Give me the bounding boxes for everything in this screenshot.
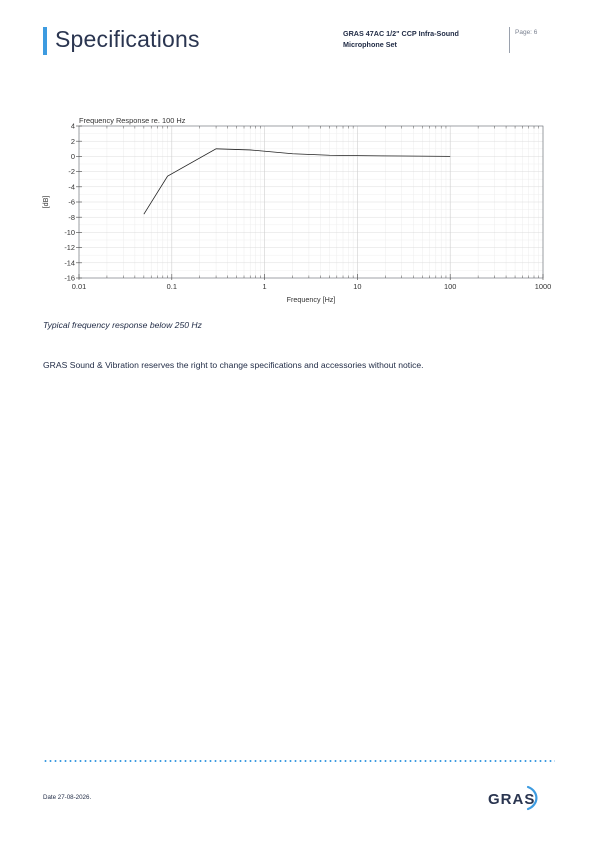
y-tick-label: -10 (64, 228, 75, 237)
chart-grid (79, 126, 543, 278)
title-accent-bar (43, 27, 47, 55)
logo-text: GRAS (488, 791, 536, 808)
y-tick-label: 0 (70, 152, 75, 161)
y-tick-label: -4 (68, 182, 75, 192)
frequency-response-chart (36, 112, 558, 312)
disclaimer-text: GRAS Sound & Vibration reserves the right to change specifications and accessories without notice. (43, 360, 424, 370)
y-tick-label: -16 (64, 273, 75, 283)
gras-arc-logo-icon (484, 781, 546, 815)
x-tick-label: 10 (353, 282, 362, 291)
product-name: GRAS 47AC 1/2" CCP Infra-Sound Microphone Set (343, 29, 459, 49)
y-tick-label: -12 (64, 243, 75, 253)
footer-date: Date 27-08-2026. (43, 794, 92, 801)
y-tick-label: -6 (68, 197, 75, 207)
series-line (144, 149, 450, 214)
x-tick-label: 100 (444, 282, 457, 291)
x-tick-label: 0.01 (71, 282, 87, 291)
x-tick-label: 1000 (534, 282, 552, 291)
y-axis-label: [dB] (41, 195, 50, 209)
header-divider (509, 27, 510, 53)
x-axis-label: Frequency [Hz] (286, 295, 336, 304)
y-tick-label: -8 (68, 212, 75, 222)
y-tick-label: 4 (70, 121, 75, 131)
x-tick-label: 0.1 (166, 282, 177, 291)
footer-dotted-divider (43, 760, 555, 762)
y-tick-label: -2 (68, 167, 75, 177)
x-tick-label: 1 (262, 282, 267, 291)
page-number: Page: 6 (515, 29, 538, 36)
y-tick-label: -14 (64, 258, 75, 268)
chart-title: Frequency Response re. 100 Hz (79, 116, 186, 125)
y-tick-label: 2 (70, 136, 75, 146)
page-title: Specifications (55, 26, 200, 52)
figure-caption: Typical frequency response below 250 Hz (43, 320, 202, 330)
